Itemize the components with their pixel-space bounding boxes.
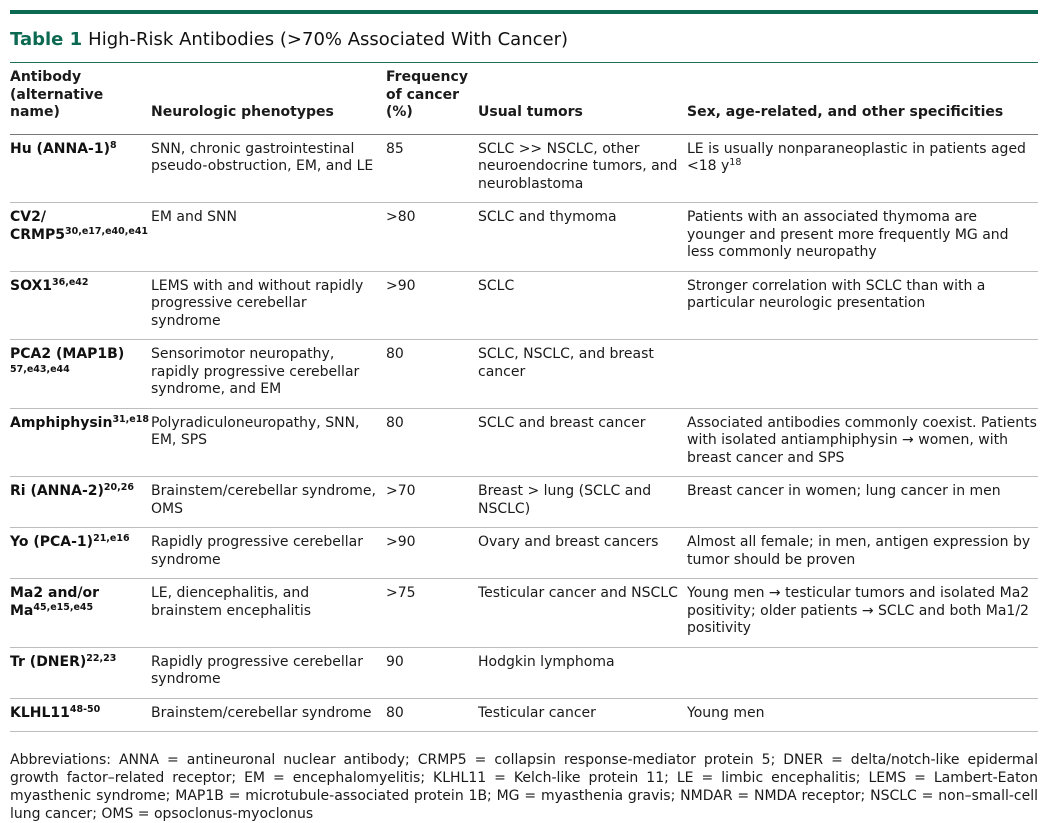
table-row	[10, 203, 1038, 272]
reference-superscript: 20,26	[103, 482, 134, 493]
tumors-cell: SCLC, NSCLC, and breast cancer	[478, 346, 654, 380]
phenotypes-cell: EM and SNN	[151, 209, 237, 225]
specificities-cell: LE is usually nonparaneoplastic in patients aged <18 $y^{18}$	[687, 140, 1026, 174]
tumors-cell: Testicular cancer	[478, 704, 596, 721]
table-row	[10, 340, 1038, 409]
table-title-text: High-Risk Antibodies (>70% Associated With Cancer)	[88, 29, 569, 50]
table-row	[10, 271, 1038, 340]
phenotypes-cell: Sensorimotor neuropathy, rapidly progressive cerebellar syndrome, and EM	[151, 346, 360, 397]
antibody-table	[10, 66, 1038, 732]
tumors-cell: Breast > lung (SCLC and NSCLC)	[478, 483, 652, 517]
phenotypes-cell: Brainstem/cerebellar syndrome, OMS	[151, 483, 376, 517]
table-row	[10, 647, 1038, 698]
frequency-cell: 85	[386, 140, 404, 157]
reference-superscript: 36,e42	[52, 276, 89, 288]
antibody-cell: $SOX1^{36,e42}$	[10, 276, 89, 294]
table-row	[10, 408, 1038, 477]
tumors-cell: SCLC and breast cancer	[478, 414, 646, 431]
reference-superscript: 18	[729, 157, 742, 168]
tumors-cell: Testicular cancer and NSCLC	[478, 585, 678, 601]
frequency-cell: 80	[386, 414, 404, 431]
phenotypes-cell: Polyradiculoneuropathy, SNN, EM, SPS	[151, 414, 360, 448]
frequency-cell: >80	[386, 209, 416, 225]
antibody-cell: Amphiphysin$^{31,e18}$	[10, 413, 149, 431]
table-title	[10, 29, 568, 50]
frequency-cell: 80	[386, 346, 404, 362]
frequency-cell: >90	[386, 277, 416, 294]
frequency-cell: 90	[386, 653, 404, 670]
tumors-cell: Hodgkin lymphoma	[478, 653, 615, 670]
specificities-cell: Breast cancer in women; lung cancer in men	[687, 483, 1001, 499]
reference-superscript: 21,e16	[93, 533, 130, 544]
phenotypes-cell: LEMS with and without rapidly progressive cerebellar syndrome	[151, 277, 364, 329]
table-row	[10, 698, 1038, 732]
table-row	[10, 579, 1038, 648]
frequency-cell: >70	[386, 483, 416, 499]
header-phenotypes: Neurologic phenotypes	[151, 104, 334, 120]
specificities-cell	[687, 647, 1038, 698]
antibody-cell: Ma2 and/or $Ma^{45,e15,e45}$	[10, 585, 100, 619]
antibody-cell: CV2/ $CRMP5^{30,e17,e40,e41}$	[10, 209, 149, 243]
header-tumors: Usual tumors	[478, 104, 583, 120]
title-rule	[10, 62, 1038, 63]
table-body	[10, 134, 1038, 732]
table-row	[10, 477, 1038, 528]
header-antibody: Antibody (alternative name)	[10, 69, 104, 120]
reference-superscript: 48-50	[69, 703, 101, 715]
table-label: Table 1	[10, 29, 83, 50]
header-frequency: Frequency of cancer (%)	[386, 69, 468, 120]
frequency-cell: >90	[386, 534, 416, 550]
specificities-cell: Almost all female; in men, antigen expression by tumor should be proven	[687, 534, 1031, 568]
phenotypes-cell: SNN, chronic gastrointestinal pseudo-obstruction, EM, and LE	[151, 140, 374, 174]
specificities-cell: Stronger correlation with SCLC than with a particular neurologic presentation	[687, 277, 986, 311]
phenotypes-cell: Brainstem/cerebellar syndrome	[151, 704, 372, 721]
phenotypes-cell: Rapidly progressive cerebellar syndrome	[151, 653, 363, 687]
phenotypes-cell: Rapidly progressive cerebellar syndrome	[151, 534, 363, 568]
antibody-cell: Ri (ANNA-2)$^{20,26}$	[10, 482, 134, 499]
antibody-cell: Yo $(PCA-1)^{21,e16}$	[10, 533, 130, 550]
antibody-cell: KLHL11$^{48-50}$	[10, 703, 101, 721]
table-row	[10, 528, 1038, 579]
reference-superscript: 57,e43,e44	[10, 363, 70, 375]
phenotypes-cell: LE, diencephalitis, and brainstem encephalitis	[151, 585, 312, 619]
tumors-cell: SCLC >> NSCLC, other neuroendocrine tumors, and neuroblastoma	[478, 140, 678, 192]
antibody-cell: Tr (DNER)$^{22,23}$	[10, 652, 117, 670]
reference-superscript: 22,23	[86, 652, 117, 664]
header-specificities: Sex, age-related, and other specificities	[687, 104, 1004, 120]
specificities-cell: Associated antibodies commonly coexist. Patients with isolated antiamphiphysin → women, with breast cancer and SPS	[687, 414, 1037, 466]
top-accent-bar	[10, 10, 1038, 14]
tumors-cell: SCLC and thymoma	[478, 209, 617, 225]
specificities-cell: Patients with an associated thymoma are younger and present more frequently MG and less commonly neuropathy	[687, 209, 1009, 260]
reference-superscript: 30,e17,e40,e41	[65, 225, 149, 237]
specificities-cell: Young men → testicular tumors and isolated Ma2 positivity; older patients → SCLC and both Ma1/2 positivity	[687, 585, 1030, 636]
antibody-cell: Hu (ANNA-1)$^8$	[10, 139, 117, 157]
antibody-cell: PCA2 (MAP1B) 57,e43,e44	[10, 340, 151, 409]
tumors-cell: Ovary and breast cancers	[478, 534, 659, 550]
table-row	[10, 134, 1038, 203]
reference-superscript: 31,e18	[112, 413, 149, 425]
tumors-cell: SCLC	[478, 277, 515, 294]
specificities-cell: Young men	[687, 704, 765, 721]
header-row	[10, 66, 1038, 134]
reference-superscript: 45,e15,e45	[33, 601, 94, 613]
abbreviations-footnote: Abbreviations: ANNA = antineuronal nuclear antibody; CRMP5 = collapsin response-mediator protein 5; DNER = delta/notch-like epidermal growth factor–related receptor; EM = encephalomyelitis; KLHL11 = Kelch-like protein 11; LE = limbic encephalitis; LEMS = Lambert-Eaton myasthenic syndrome; MAP1B = microtubule-associated protein 1B; MG = myasthenia gravis; NMDAR = NMDA receptor; NSCLC = non–small-cell lung cancer; OMS = opsoclonus-myoclonus	[10, 752, 1038, 822]
specificities-cell	[687, 340, 1038, 409]
frequency-cell: >75	[386, 585, 416, 601]
reference-superscript: 8	[110, 139, 117, 151]
frequency-cell: 80	[386, 704, 404, 721]
